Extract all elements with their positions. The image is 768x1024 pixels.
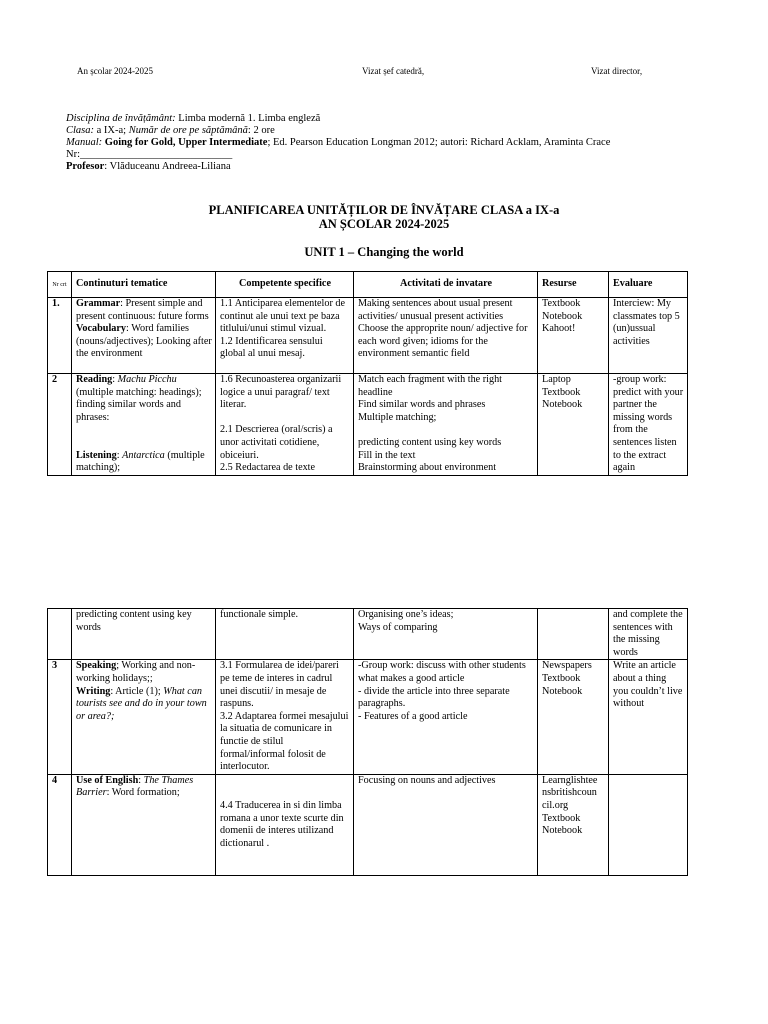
resursa-textbook: Textbook: [542, 386, 581, 398]
disciplina-line: [66, 113, 746, 125]
manual-title: Going for Gold, Upper Intermediate: [102, 137, 268, 148]
competenta-3-2: 3.2 Adaptarea formei mesajului la situatia de comunicare in functie de stilul formal/informal folosit de interlocutor.: [220, 710, 349, 773]
table-row: [48, 374, 688, 476]
vocabulary-label: Vocabulary: [76, 323, 127, 335]
use-of-english-label: Use of English: [76, 774, 139, 786]
activitate-2: Choose the approprite noun/ adjective for each word given; idioms for the environment semantic field: [358, 323, 528, 360]
row2-activitati: [354, 374, 538, 476]
header-evaluare: Evaluare: [609, 272, 688, 298]
row1-activitati: [354, 298, 538, 374]
activitate-divide: - divide the article into three separate paragraphs.: [358, 685, 510, 710]
row3-activitati: [354, 660, 538, 774]
row3-nr: 3: [48, 660, 72, 774]
header-activitati: Activitati de invatare: [354, 272, 538, 298]
resursa-notebook: Notebook: [542, 825, 583, 837]
meta-block: [66, 113, 746, 173]
grammar-text: : Present simple and present continuous: future forms: [76, 298, 209, 322]
row4-evaluare: [609, 774, 688, 875]
table-row: [48, 609, 688, 660]
resursa-3: Kahoot!: [542, 323, 576, 335]
profesor-line: [66, 161, 746, 173]
row1-competente: [216, 298, 354, 374]
disciplina-value: Limba modernă 1. Limba engleză: [175, 113, 321, 124]
page-subtitle: AN ȘCOLAR 2024-2025: [318, 217, 450, 231]
resursa-2: Notebook: [542, 310, 583, 322]
row1-continut: [72, 298, 216, 374]
row4-resurse: [538, 774, 609, 875]
competenta-1-2: 1.2 Identificarea sensului global al unui mesaj.: [220, 335, 323, 360]
row2-continut: [72, 374, 216, 476]
table-row: [48, 298, 688, 374]
resursa-notebook: Notebook: [542, 685, 583, 697]
activitate-1: Making sentences about usual present activities/ unusual present activities: [358, 298, 513, 322]
resursa-textbook: Textbook: [542, 812, 581, 824]
activitate-organising: Organising one’s ideas;: [358, 609, 454, 620]
activitate-features: - Features of a good article: [358, 710, 468, 722]
listening-text: (multiple matching);: [76, 449, 205, 474]
unit-title: UNIT 1 – Changing the world: [304, 245, 464, 259]
row2-competente: [216, 374, 354, 476]
manual-line: [66, 137, 746, 149]
clasa-label: Clasa:: [66, 125, 95, 136]
writing-title: What can tourists see and do in your town or area?;: [76, 685, 207, 722]
manual-rest: ; Ed. Pearson Education Longman 2012; autori: Richard Acklam, Araminta Crace: [267, 137, 611, 148]
row3-evaluare: Write an article about a thing you couldn’t live without: [609, 660, 688, 774]
resursa-newspapers: Newspapers: [542, 660, 592, 672]
cont-nr: [48, 609, 72, 660]
cont-activitati: [354, 609, 538, 660]
competenta-1-1: 1.1 Anticiparea elementelor de continut ale unui text pe baza titlului/unui stimul vizual.: [220, 298, 346, 335]
clasa-value: a IX-a;: [94, 125, 129, 136]
activitate-group-work: -Group work: discuss with other students what makes a good article: [358, 660, 526, 684]
reading-colon: :: [112, 374, 118, 385]
reading-label: Reading: [76, 374, 113, 385]
competenta-1-6: 1.6 Recunoasterea organizarii logice a unui paragraf/ text literar.: [220, 374, 342, 411]
cont-competente: functionale simple.: [216, 609, 354, 660]
resursa-notebook: Notebook: [542, 399, 583, 411]
page-title: PLANIFICAREA UNITĂȚILOR DE ÎNVĂȚARE CLASA a IX-a: [208, 203, 560, 217]
header-nr: Nr crt: [48, 272, 72, 298]
use-of-english-title: The Thames Barrier: [76, 774, 194, 799]
row1-resurse: [538, 298, 609, 374]
header-resurse: Resurse: [538, 272, 609, 298]
competenta-2-5: 2.5 Redactarea de texte: [220, 462, 316, 474]
use-of-english-text: : Word formation;: [106, 787, 180, 799]
ore-value: : 2 ore: [247, 125, 275, 136]
row4-competente: [216, 774, 354, 875]
row2-nr: 2: [48, 374, 72, 476]
activitate-match: Match each fragment with the right headline: [358, 374, 502, 398]
resursa-1: Textbook: [542, 298, 581, 309]
vocabulary-text: : Word families (nouns/adjectives); Looking after the environment: [76, 323, 212, 360]
row1-nr: 1.: [48, 298, 72, 374]
activitate-fill: Fill in the text: [358, 449, 416, 461]
writing-label: Writing: [76, 685, 111, 697]
header-continut: Continuturi tematice: [72, 272, 216, 298]
table-row: [48, 660, 688, 774]
clasa-line: [66, 125, 746, 137]
row2-evaluare: -group work: predict with your partner the missing words from the sentences listen to the extract again: [609, 374, 688, 476]
resursa-learnenglish: Learnglishtee nsbritishcoun cil.org: [542, 774, 598, 811]
row1-evaluare: Interciew: My classmates top 5 (un)ussual activities: [609, 298, 688, 374]
activitate-multiple: Multiple matching;: [358, 411, 437, 423]
activitate-find: Find similar words and phrases: [358, 399, 486, 411]
reading-title: Machu Picchu: [117, 374, 177, 385]
listening-label: Listening: [76, 449, 117, 461]
header-competente: Competente specifice: [216, 272, 354, 298]
resursa-textbook: Textbook: [542, 672, 581, 684]
resursa-laptop: Laptop: [542, 374, 571, 385]
grammar-label: Grammar: [76, 298, 121, 309]
manual-label: Manual:: [66, 137, 103, 148]
cont-continut: predicting content using key words: [72, 609, 216, 660]
listening-colon: :: [116, 449, 123, 461]
school-year: An școlar 2024-2025: [77, 66, 153, 76]
planning-table-part2: [47, 608, 688, 876]
uoe-colon: :: [138, 774, 144, 786]
listening-title: Antarctica: [122, 449, 165, 461]
disciplina-label: Disciplina de învățământ:: [66, 113, 176, 124]
competenta-2-1: 2.1 Descrierea (oral/scris) a unor activitati cotidiene, obiceiuri.: [220, 424, 333, 461]
row4-activitati: Focusing on nouns and adjectives: [354, 774, 538, 875]
row3-competente: [216, 660, 354, 774]
row3-continut: [72, 660, 216, 774]
speaking-label: Speaking: [76, 660, 117, 672]
reading-text: (multiple matching: headings); finding similar words and phrases:: [76, 386, 202, 423]
row4-nr: 4: [48, 774, 72, 875]
competenta-3-1: 3.1 Formularea de idei/pareri pe teme de interes in cadrul unei discutii/ in mesaje de raspuns.: [220, 660, 339, 710]
writing-text: : Article (1);: [110, 685, 164, 697]
table-header-row: [48, 272, 688, 298]
planning-table-part1: [47, 271, 688, 476]
competenta-4-4: 4.4 Traducerea in si din limba romana a unor texte scurte din domenii de interes utilizand dictionarul .: [220, 799, 344, 849]
vizat-director: Vizat director,: [591, 66, 643, 76]
nr-line: Nr:_____________________________: [66, 149, 233, 160]
row4-continut: [72, 774, 216, 875]
row3-resurse: [538, 660, 609, 774]
table-row: [48, 774, 688, 875]
ore-label: Număr de ore pe săptămână: [128, 125, 248, 136]
vizat-sef-catedra: Vizat șef catedră,: [362, 66, 425, 76]
cont-evaluare: and complete the sentences with the missing words: [609, 609, 688, 660]
activitate-predicting: predicting content using key words: [358, 436, 502, 448]
profesor-value: : Vlăduceanu Andreea-Liliana: [104, 161, 231, 172]
cont-resurse: [538, 609, 609, 660]
activitate-comparing: Ways of comparing: [358, 621, 438, 633]
activitate-brainstorming: Brainstorming about environment: [358, 462, 497, 474]
row2-resurse: [538, 374, 609, 476]
speaking-text: ; Working and non-working holidays;;: [76, 660, 196, 684]
profesor-label: Profesor: [66, 161, 105, 172]
